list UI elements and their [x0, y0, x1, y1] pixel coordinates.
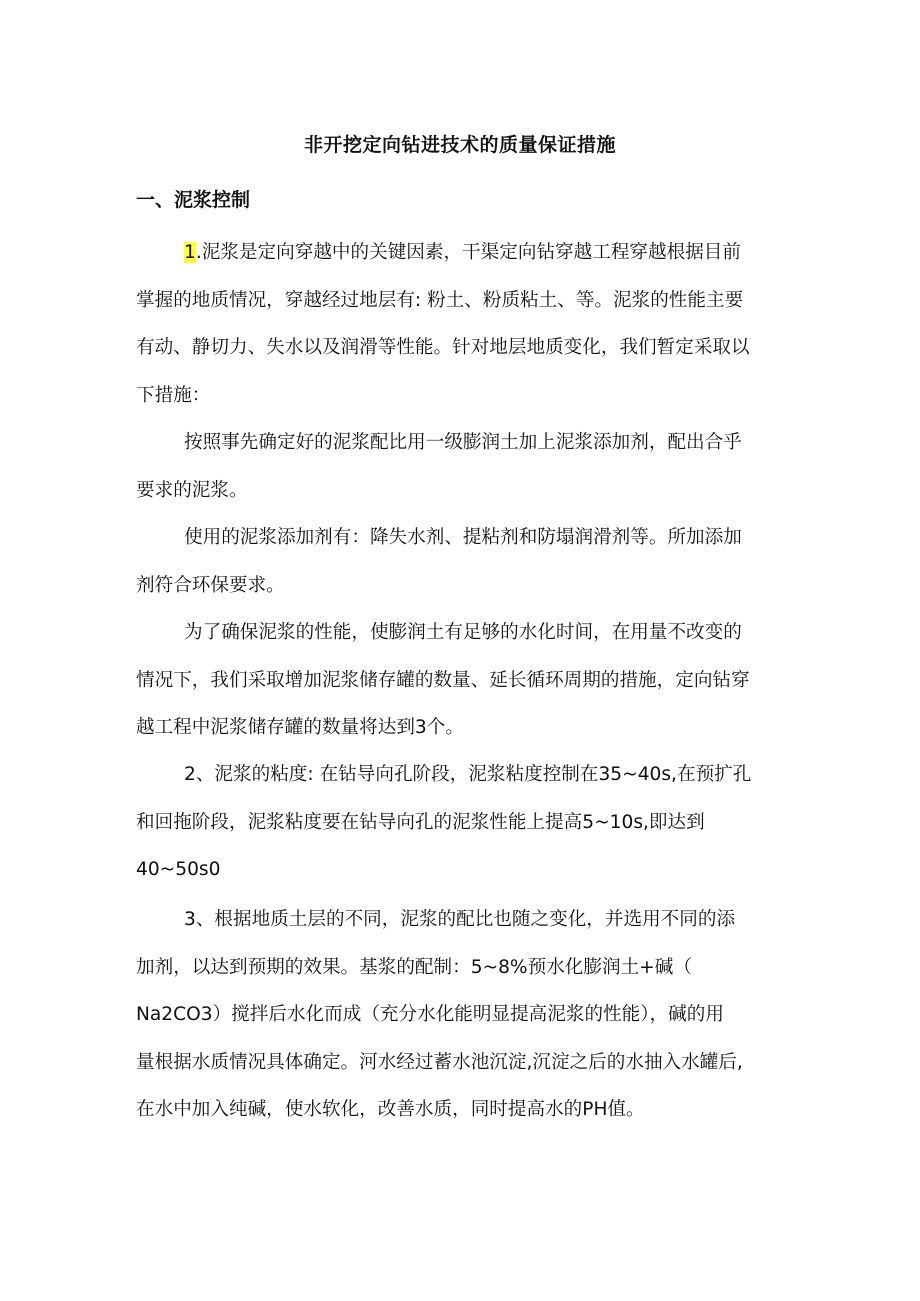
- paragraph-line: 在水中加入纯碱，使水软化，改善水质，同时提高水的PH值。: [136, 1099, 645, 1120]
- paragraph-text: .泥浆是定向穿越中的关键因素，干渠定向钻穿越工程穿越根据目前: [195, 242, 741, 263]
- paragraph-line: 掌握的地质情况，穿越经过地层有: 粉土、粉质粘土、等。泥浆的性能主要: [136, 289, 744, 311]
- paragraph-2: [136, 419, 796, 514]
- paragraph-1: [136, 229, 796, 419]
- paragraph-line: 按照事先确定好的泥浆配比用一级膨润土加上泥浆添加剂，配出合乎: [184, 432, 742, 453]
- paragraph-4: [136, 609, 796, 752]
- paragraph-line: 加剂，以达到预期的效果。基浆的配制：5~8%预水化膨润土+碱（: [136, 956, 692, 978]
- paragraph-line: 为了确保泥浆的性能，使膨润土有足够的水化时间，在用量不改变的: [184, 622, 742, 643]
- paragraph-line: 下措施：: [136, 384, 211, 406]
- paragraph-line: 2、泥浆的粘度: 在钻导向孔阶段，泥浆粘度控制在35~40s,在预扩孔: [184, 764, 752, 785]
- paragraph-5: [136, 751, 796, 894]
- paragraph-6: [136, 896, 796, 1134]
- paragraph-line: 越工程中泥浆储存罐的数量将达到3个。: [136, 717, 464, 738]
- paragraph-line: 剂符合环保要求。: [136, 574, 285, 596]
- paragraph-line: 要求的泥浆。: [136, 479, 248, 501]
- paragraph-line: 40~50s0: [136, 859, 221, 880]
- paragraph-line: 情况下，我们采取增加泥浆储存罐的数量、延长循环周期的措施，定向钻穿: [136, 669, 750, 691]
- document-title: 非开挖定向钻进技术的质量保证措施: [303, 134, 616, 156]
- paragraph-line: Na2CO3）搅拌后水化而成（充分水化能明显提高泥浆的性能），碱的用: [136, 1004, 724, 1025]
- paragraph-line: 使用的泥浆添加剂有：降失水剂、提粘剂和防塌润滑剂等。所加添加: [184, 527, 742, 548]
- paragraph-line: 量根据水质情况具体确定。河水经过蓄水池沉淀,沉淀之后的水抽入水罐后,: [136, 1051, 743, 1073]
- section-heading: 一、泥浆控制: [136, 189, 251, 211]
- paragraph-3: [136, 514, 796, 609]
- paragraph-line: 3、根据地质土层的不同，泥浆的配比也随之变化，并选用不同的添: [184, 909, 736, 930]
- highlight-mark: 1: [184, 242, 196, 263]
- paragraph-line: 和回拖阶段，泥浆粘度要在钻导向孔的泥浆性能上提高5~10s,即达到: [136, 811, 705, 833]
- paragraph-line: [136, 229, 796, 277]
- paragraph-line: 有动、静切力、失水以及润滑等性能。针对地层地质变化，我们暂定采取以: [136, 337, 750, 358]
